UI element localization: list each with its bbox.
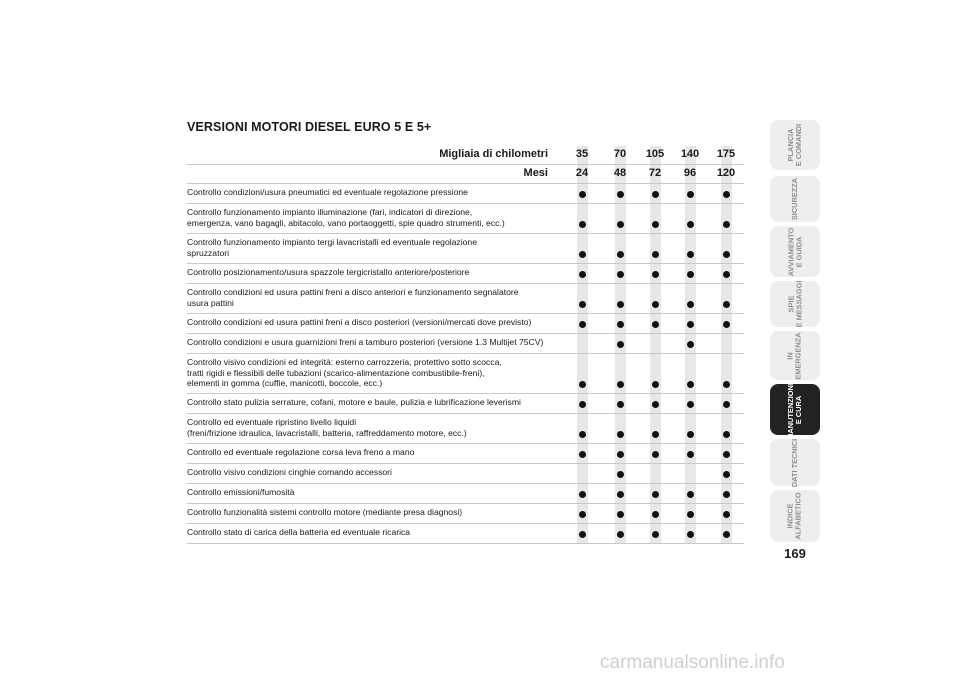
check-dot xyxy=(687,191,694,198)
months-value-3: 72 xyxy=(648,167,662,179)
check-dot xyxy=(652,431,659,438)
table-row xyxy=(187,524,744,544)
check-dot xyxy=(687,221,694,228)
check-dot xyxy=(652,511,659,518)
table-row xyxy=(187,284,744,314)
table-row xyxy=(187,354,744,394)
check-dot xyxy=(652,381,659,388)
check-dot xyxy=(652,491,659,498)
row-description: Controllo stato pulizia serrature, cofani, motore e baule, pulizia e lubrificazione leverismi xyxy=(187,397,521,407)
table-row xyxy=(187,234,744,264)
chapter-tab-6[interactable] xyxy=(770,379,820,440)
check-dot xyxy=(652,271,659,278)
check-dot xyxy=(617,471,624,478)
row-description: Controllo visivo condizioni ed integrità: esterno carrozzeria, protettivo sotto scocca, tratti rigidi e flessibili delle tubazioni (scarico-alimentazione combustibile-freni), elementi in gomma (cuffie, manicotti, boccole, ecc.) xyxy=(187,357,502,389)
check-dot xyxy=(723,271,730,278)
chapter-tab-3[interactable] xyxy=(770,226,820,277)
check-dot xyxy=(617,451,624,458)
chapter-tab-label: AVVIAMENTO E GUIDA xyxy=(786,227,803,276)
table-row xyxy=(187,394,744,414)
check-dot xyxy=(723,381,730,388)
row-description: Controllo funzionamento impianto tergi lavacristalli ed eventuale regolazione spruzzatori xyxy=(187,237,477,258)
chapter-tab-label: MANUTENZIONE E CURA xyxy=(786,379,804,440)
check-dot xyxy=(617,381,624,388)
check-dot xyxy=(579,491,586,498)
check-dot xyxy=(579,431,586,438)
check-dot xyxy=(723,251,730,258)
check-dot xyxy=(579,271,586,278)
check-dot xyxy=(723,491,730,498)
chapter-tab-label: SPIE E MESSAGGI xyxy=(785,280,803,328)
check-dot xyxy=(723,301,730,308)
check-dot xyxy=(723,431,730,438)
row-description: Controllo funzionalità sistemi controllo motore (mediante presa diagnosi) xyxy=(187,507,463,517)
check-dot xyxy=(723,471,730,478)
km-header-row xyxy=(187,145,744,165)
check-dot xyxy=(617,221,624,228)
check-dot xyxy=(687,531,694,538)
check-dot xyxy=(579,401,586,408)
check-dot xyxy=(652,401,659,408)
check-dot xyxy=(723,221,730,228)
check-dot xyxy=(652,301,659,308)
chapter-tab-2[interactable] xyxy=(770,176,820,222)
chapter-tab-label: DATI TECNICI xyxy=(790,438,799,487)
check-dot xyxy=(687,341,694,348)
check-dot xyxy=(579,191,586,198)
check-dot xyxy=(687,401,694,408)
check-dot xyxy=(579,221,586,228)
check-dot xyxy=(723,191,730,198)
row-description: Controllo posizionamento/usura spazzole tergicristallo anteriore/posteriore xyxy=(187,267,470,277)
months-label: Mesi xyxy=(523,167,548,179)
table-row xyxy=(187,414,744,444)
table-row xyxy=(187,204,744,234)
row-description: Controllo visivo condizioni cinghie comando accessori xyxy=(187,467,392,477)
check-dot xyxy=(579,381,586,388)
chapter-tab-label: PLANCIA E COMANDI xyxy=(785,123,803,167)
table-row xyxy=(187,444,744,464)
watermark: carmanualsonline.info xyxy=(600,652,785,673)
check-dot xyxy=(617,321,624,328)
row-description: Controllo ed eventuale ripristino livello liquidi (freni/frizione idraulica, lavacristalli, batteria, raffreddamento motore, ecc.) xyxy=(187,417,467,438)
check-dot xyxy=(652,321,659,328)
km-value-3: 105 xyxy=(645,148,665,160)
check-dot xyxy=(617,511,624,518)
table-row xyxy=(187,184,744,204)
check-dot xyxy=(723,531,730,538)
months-header-row xyxy=(187,164,744,184)
check-dot xyxy=(617,431,624,438)
check-dot xyxy=(687,431,694,438)
table-row xyxy=(187,334,744,354)
check-dot xyxy=(687,321,694,328)
check-dot xyxy=(579,251,586,258)
chapter-tab-5[interactable] xyxy=(770,331,820,380)
check-dot xyxy=(617,531,624,538)
check-dot xyxy=(652,221,659,228)
table-row xyxy=(187,464,744,484)
check-dot xyxy=(617,191,624,198)
chapter-tab-1[interactable] xyxy=(770,120,820,170)
chapter-tab-7[interactable] xyxy=(770,439,820,486)
check-dot xyxy=(579,511,586,518)
check-dot xyxy=(687,511,694,518)
km-value-2: 70 xyxy=(613,148,627,160)
check-dot xyxy=(579,301,586,308)
months-value-1: 24 xyxy=(575,167,589,179)
check-dot xyxy=(652,451,659,458)
check-dot xyxy=(687,251,694,258)
chapter-tab-8[interactable] xyxy=(770,490,820,542)
chapter-tab-label: IN EMERGENZA xyxy=(785,331,803,380)
check-dot xyxy=(617,251,624,258)
check-dot xyxy=(617,271,624,278)
check-dot xyxy=(652,191,659,198)
table-row xyxy=(187,314,744,334)
km-value-5: 175 xyxy=(716,148,736,160)
check-dot xyxy=(617,491,624,498)
km-value-4: 140 xyxy=(680,148,700,160)
check-dot xyxy=(617,401,624,408)
check-dot xyxy=(687,301,694,308)
chapter-tab-4[interactable] xyxy=(770,281,820,327)
check-dot xyxy=(687,381,694,388)
check-dot xyxy=(723,321,730,328)
check-dot xyxy=(723,451,730,458)
check-dot xyxy=(617,341,624,348)
page-title: VERSIONI MOTORI DIESEL EURO 5 E 5+ xyxy=(187,120,432,134)
check-dot xyxy=(687,271,694,278)
chapter-tab-label: SICUREZZA xyxy=(789,177,799,221)
row-description: Controllo stato di carica della batteria ed eventuale ricarica xyxy=(187,527,411,537)
page-number: 169 xyxy=(784,546,806,561)
row-description: Controllo funzionamento impianto illuminazione (fari, indicatori di direzione, emergenza, vano bagagli, abitacolo, vano portaoggetti, spie quadro strumenti, ecc.) xyxy=(187,207,505,228)
check-dot xyxy=(723,401,730,408)
row-description: Controllo emissioni/fumosità xyxy=(187,487,295,497)
chapter-tab-label: INDICE ALFABETICO xyxy=(786,492,803,540)
check-dot xyxy=(579,321,586,328)
table-row xyxy=(187,484,744,504)
check-dot xyxy=(687,451,694,458)
row-description: Controllo condizioni ed usura pattini freni a disco posteriori (versioni/mercati dove previsto) xyxy=(187,317,532,327)
check-dot xyxy=(652,251,659,258)
row-description: Controllo condizioni/usura pneumatici ed eventuale regolazione pressione xyxy=(187,187,468,197)
km-label: Migliaia di chilometri xyxy=(439,148,548,160)
months-value-2: 48 xyxy=(613,167,627,179)
check-dot xyxy=(617,301,624,308)
row-description: Controllo condizioni e usura guarnizioni freni a tamburo posteriori (versione 1.3 Multijet 75CV) xyxy=(187,337,544,347)
check-dot xyxy=(579,531,586,538)
months-value-4: 96 xyxy=(683,167,697,179)
check-dot xyxy=(723,511,730,518)
check-dot xyxy=(652,531,659,538)
row-description: Controllo ed eventuale regolazione corsa leva freno a mano xyxy=(187,447,415,457)
check-dot xyxy=(579,451,586,458)
check-dot xyxy=(687,491,694,498)
row-description: Controllo condizioni ed usura pattini freni a disco anteriori e funzionamento segnalatore usura pattini xyxy=(187,287,519,308)
table-row xyxy=(187,504,744,524)
table-row xyxy=(187,264,744,284)
km-value-1: 35 xyxy=(575,148,589,160)
months-value-5: 120 xyxy=(716,167,736,179)
